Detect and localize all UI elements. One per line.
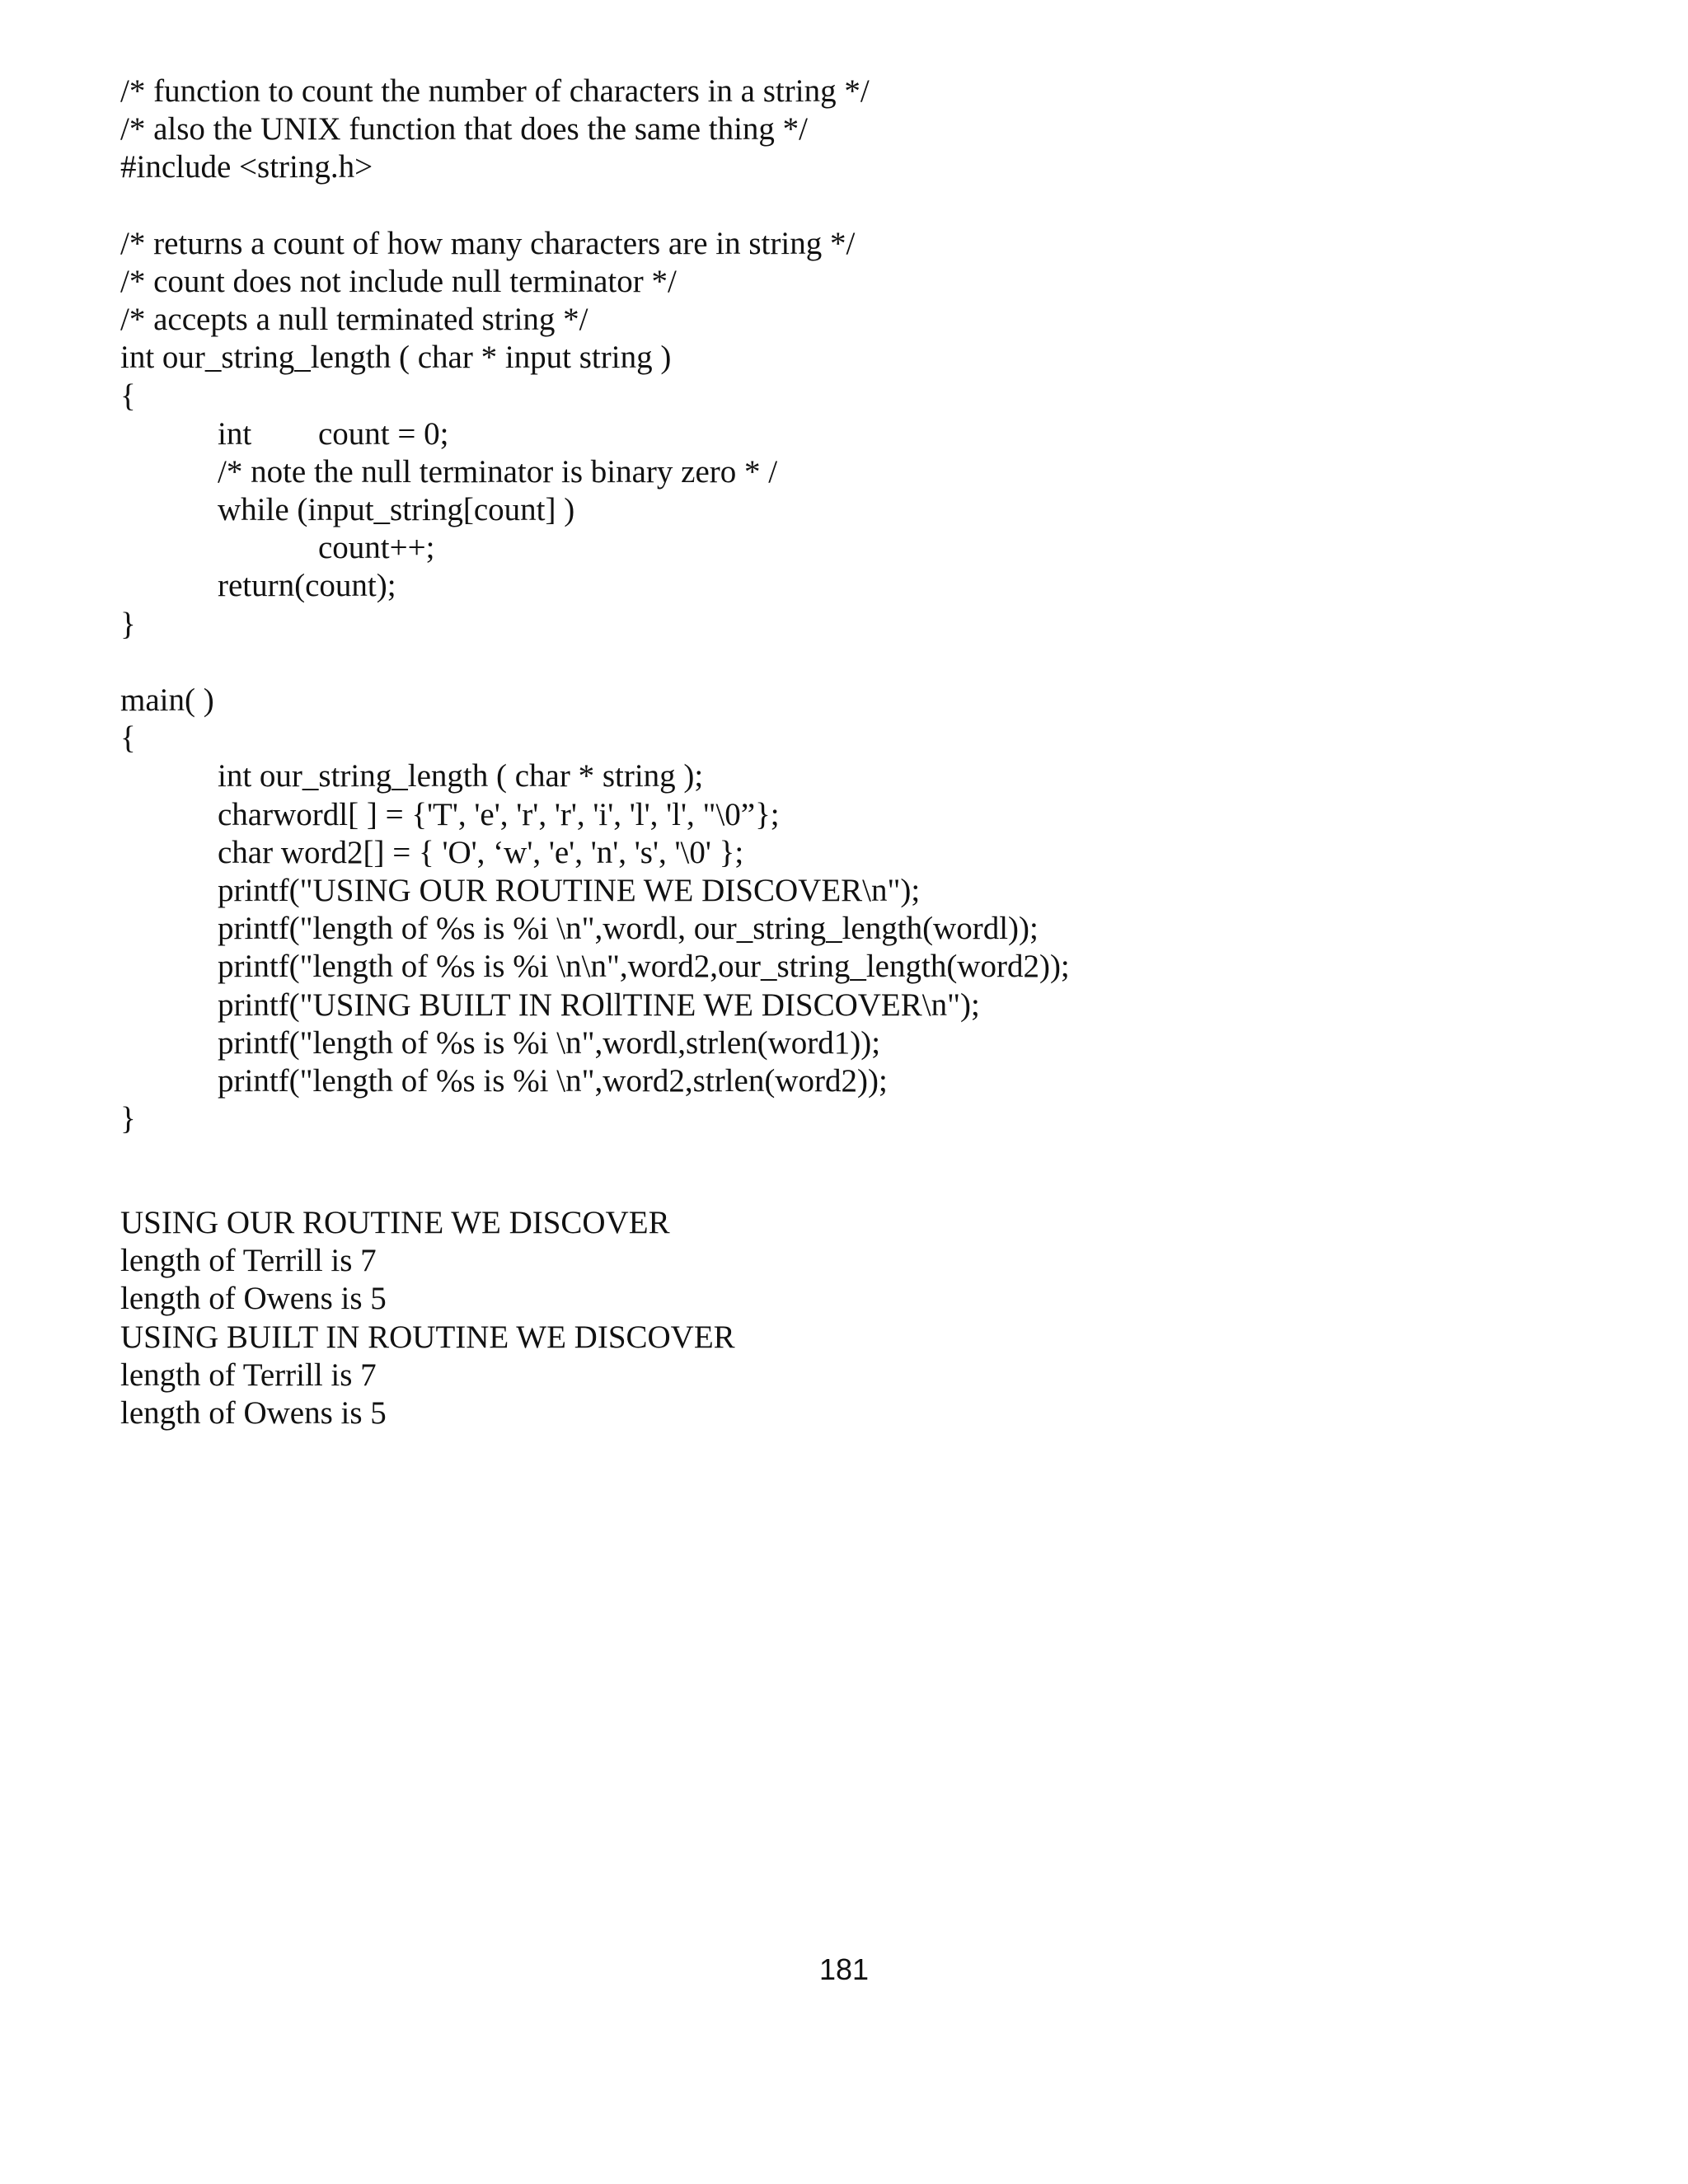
program-output bbox=[120, 1204, 1604, 1432]
code-comment-line: /* note the null terminator is binary zero * / bbox=[218, 453, 778, 490]
code-comment-line: /* returns a count of how many characters are in string */ bbox=[120, 225, 856, 261]
main-body-line: printf("length of %s is %i \n",wordl, our_string_length(wordl)); bbox=[218, 911, 1039, 947]
code-comment-line: /* function to count the number of characters in a string */ bbox=[120, 73, 870, 109]
function-signature: int our_string_length ( char * input string ) bbox=[120, 340, 672, 376]
code-comment-line: /* also the UNIX function that does the same thing */ bbox=[120, 111, 809, 148]
count-declaration bbox=[120, 415, 1604, 453]
output-line: length of Owens is 5 bbox=[120, 1281, 387, 1317]
open-brace: { bbox=[120, 720, 136, 757]
main-body-line: char word2[] = { 'O', ‘w', 'e', 'n', 's', '\0' }; bbox=[218, 834, 744, 870]
blank-line bbox=[120, 187, 1604, 225]
main-body-line: printf("USING OUR ROUTINE WE DISCOVER\n"); bbox=[218, 872, 921, 908]
blank-line bbox=[120, 644, 1604, 682]
int-keyword: int bbox=[218, 415, 252, 452]
return-statement: return(count); bbox=[218, 568, 396, 604]
count-init: count = 0; bbox=[318, 415, 449, 452]
output-line: length of Terrill is 7 bbox=[120, 1357, 377, 1393]
main-body-line: int our_string_length ( char * string ); bbox=[218, 758, 704, 794]
main-body-line: printf("USING BUILT IN ROllTINE WE DISCOVER\n"); bbox=[218, 987, 980, 1023]
output-line: length of Owens is 5 bbox=[120, 1394, 387, 1431]
output-line: length of Terrill is 7 bbox=[120, 1243, 377, 1279]
while-statement: while (input_string[count] ) bbox=[218, 492, 575, 528]
page-number: 181 bbox=[818, 1952, 870, 1986]
main-body-line: printf("length of %s is %i \n\n",word2,our_string_length(word2)); bbox=[218, 949, 1070, 985]
open-brace: { bbox=[120, 377, 136, 414]
output-line: USING OUR ROUTINE WE DISCOVER bbox=[120, 1205, 670, 1240]
main-body-line: charwordl[ ] = {'T', 'e', 'r', 'r', 'i', 'l', 'l', "\0”}; bbox=[218, 796, 780, 832]
increment-statement: count++; bbox=[318, 530, 435, 566]
code-listing bbox=[120, 73, 1604, 1138]
close-brace: } bbox=[120, 606, 136, 642]
main-body-line: printf("length of %s is %i \n",word2,strlen(word2)); bbox=[218, 1062, 888, 1099]
code-comment-line: /* count does not include null terminator */ bbox=[120, 263, 677, 299]
close-brace: } bbox=[120, 1101, 136, 1137]
code-comment-line: /* accepts a null terminated string */ bbox=[120, 302, 588, 338]
include-directive: #include <string.h> bbox=[120, 149, 373, 185]
main-body-line: printf("length of %s is %i \n",wordl,strlen(word1)); bbox=[218, 1024, 881, 1061]
main-signature: main( ) bbox=[120, 682, 214, 718]
output-line: USING BUILT IN ROUTINE WE DISCOVER bbox=[120, 1319, 735, 1355]
